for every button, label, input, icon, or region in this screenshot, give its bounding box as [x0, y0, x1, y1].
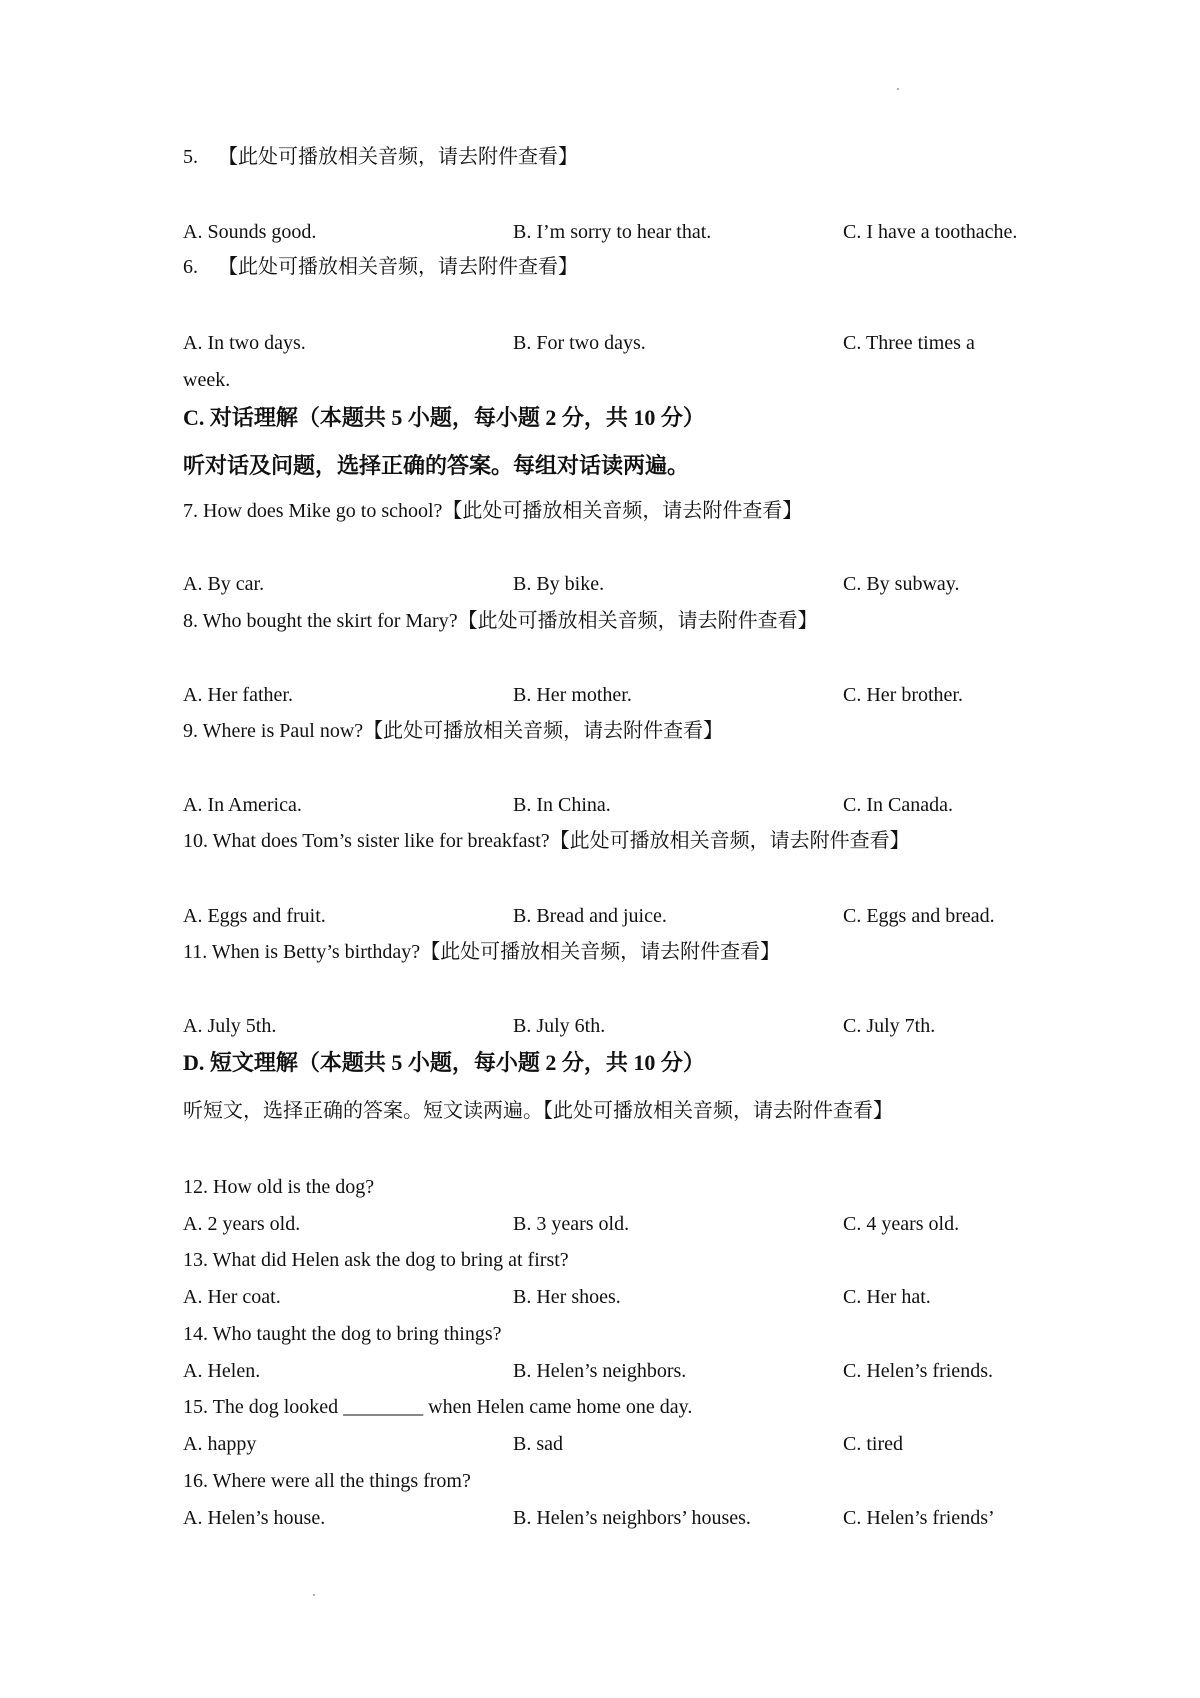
- option-a: A. In two days.: [183, 332, 306, 354]
- option-b: B. Her shoes.: [513, 1286, 621, 1308]
- option-a: A. happy: [183, 1433, 257, 1455]
- option-a: A. Eggs and fruit.: [183, 905, 326, 927]
- option-c: C. July 7th.: [843, 1015, 936, 1037]
- section-d-instruction: 听短文，选择正确的答案。短文读两遍。【此处可播放相关音频，请去附件查看】: [183, 1100, 893, 1122]
- question-8: 8. Who bought the skirt for Mary?【此处可播放相关音频，请去附件查看】: [183, 610, 818, 632]
- option-a: A. Sounds good.: [183, 221, 317, 243]
- option-c: C. Helen’s friends.: [843, 1360, 993, 1382]
- option-c: C. 4 years old.: [843, 1213, 960, 1235]
- option-b: B. Her mother.: [513, 684, 632, 706]
- question-number: 6.: [183, 256, 198, 278]
- option-c: C. Eggs and bread.: [843, 905, 995, 927]
- option-a: A. In America.: [183, 794, 302, 816]
- option-c: C. By subway.: [843, 573, 960, 595]
- option-a: A. July 5th.: [183, 1015, 277, 1037]
- section-c-instruction: 听对话及问题，选择正确的答案。每组对话读两遍。: [183, 453, 690, 478]
- option-c: C. Her hat.: [843, 1286, 931, 1308]
- option-a: A. By car.: [183, 573, 265, 595]
- question-13: 13. What did Helen ask the dog to bring at first?: [183, 1249, 569, 1271]
- option-c: C. Three times a: [843, 332, 975, 354]
- option-b: B. By bike.: [513, 573, 605, 595]
- question-6: [183, 253, 578, 281]
- scan-dot: [897, 88, 899, 90]
- section-d-title: D. 短文理解（本题共 5 小题，每小题 2 分，共 10 分）: [183, 1050, 705, 1075]
- option-b: B. sad: [513, 1433, 563, 1455]
- option-c: C. Helen’s friends’: [843, 1507, 995, 1529]
- question-7: 7. How does Mike go to school?【此处可播放相关音频，请去附件查看】: [183, 500, 803, 522]
- option-b: B. Helen’s neighbors.: [513, 1360, 687, 1382]
- section-c-title: C. 对话理解（本题共 5 小题，每小题 2 分，共 10 分）: [183, 405, 705, 430]
- option-c: C. I have a toothache.: [843, 221, 1018, 243]
- question-11: 11. When is Betty’s birthday?【此处可播放相关音频，请去附件查看】: [183, 941, 781, 963]
- option-b: B. In China.: [513, 794, 611, 816]
- question-9: 9. Where is Paul now?【此处可播放相关音频，请去附件查看】: [183, 720, 724, 742]
- option-c-continued: week.: [183, 369, 231, 391]
- question-16: 16. Where were all the things from?: [183, 1470, 471, 1492]
- option-b: B. 3 years old.: [513, 1213, 630, 1235]
- question-12: 12. How old is the dog?: [183, 1176, 375, 1198]
- option-b: B. Bread and juice.: [513, 905, 667, 927]
- option-c: C. Her brother.: [843, 684, 963, 706]
- option-a: A. Her coat.: [183, 1286, 281, 1308]
- audio-placeholder: 【此处可播放相关音频，请去附件查看】: [218, 256, 578, 278]
- option-b: B. July 6th.: [513, 1015, 606, 1037]
- option-b: B. Helen’s neighbors’ houses.: [513, 1507, 751, 1529]
- audio-placeholder: 【此处可播放相关音频，请去附件查看】: [218, 146, 578, 168]
- question-number: 5.: [183, 146, 198, 168]
- scan-dot: [313, 1594, 315, 1596]
- option-a: A. Her father.: [183, 684, 293, 706]
- question-15: 15. The dog looked ________ when Helen came home one day.: [183, 1396, 693, 1418]
- option-a: A. Helen.: [183, 1360, 261, 1382]
- option-c: C. tired: [843, 1433, 903, 1455]
- question-10: 10. What does Tom’s sister like for breakfast?【此处可播放相关音频，请去附件查看】: [183, 830, 910, 852]
- option-a: A. 2 years old.: [183, 1213, 301, 1235]
- question-14: 14. Who taught the dog to bring things?: [183, 1323, 502, 1345]
- question-5: [183, 143, 578, 171]
- option-b: B. I’m sorry to hear that.: [513, 221, 712, 243]
- option-a: A. Helen’s house.: [183, 1507, 326, 1529]
- option-c: C. In Canada.: [843, 794, 953, 816]
- option-b: B. For two days.: [513, 332, 646, 354]
